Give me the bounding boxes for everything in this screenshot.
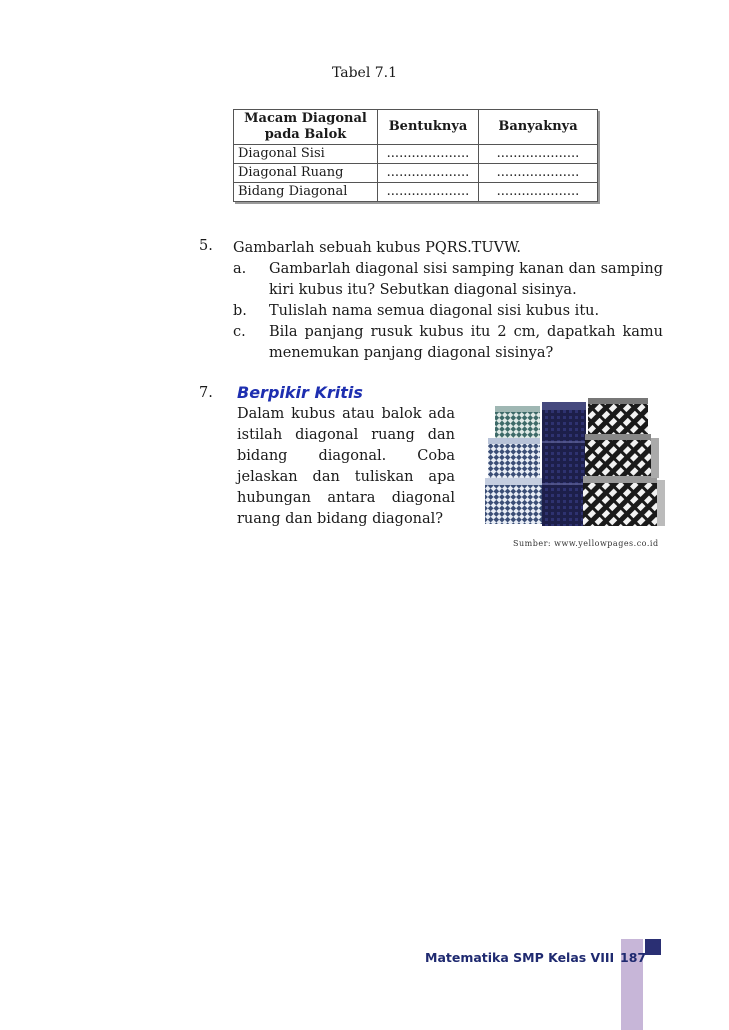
header-bentuknya: Bentuknya bbox=[378, 110, 479, 145]
table-row bbox=[234, 145, 598, 164]
table-caption: Tabel 7.1 bbox=[331, 65, 398, 81]
question-5-number: 5. bbox=[199, 238, 213, 254]
row-label: Diagonal Ruang bbox=[234, 164, 378, 183]
question-5a-text: Gambarlah diagonal sisi samping kanan dan samping kiri kubus itu? Sebutkan diagonal sisinya. bbox=[269, 261, 663, 298]
blank-cell: .................... bbox=[378, 183, 479, 202]
row-label: Bidang Diagonal bbox=[234, 183, 378, 202]
question-5b-text: Tulislah nama semua diagonal sisi kubus itu. bbox=[269, 303, 600, 319]
question-5 bbox=[233, 238, 663, 364]
blank-cell: .................... bbox=[479, 164, 598, 183]
blank-cell: .................... bbox=[378, 164, 479, 183]
list-item: b. Tulislah nama semua diagonal sisi kubus itu. bbox=[233, 301, 663, 322]
table-header-row bbox=[234, 110, 598, 145]
table-row bbox=[234, 183, 598, 202]
list-item: a. Gambarlah diagonal sisi samping kanan dan samping kiri kubus itu? Sebutkan diagonal sisinya. bbox=[233, 259, 663, 301]
list-item: c. Bila panjang rusuk kubus itu 2 cm, dapatkah kamu menemukan panjang diagonal sisinya? bbox=[233, 322, 663, 364]
question-5c-text: Bila panjang rusuk kubus itu 2 cm, dapatkah kamu menemukan panjang diagonal sisinya? bbox=[269, 324, 663, 361]
blank-cell: .................... bbox=[479, 183, 598, 202]
question-7-text: Dalam kubus atau balok ada istilah diagonal ruang dan bidang diagonal. Coba jelaskan dan tuliskan apa hubungan antara diagonal ruang dan bidang diagonal? bbox=[237, 406, 455, 527]
header-macam-diagonal: Macam Diagonal pada Balok bbox=[234, 110, 378, 145]
boxes-photo bbox=[485, 398, 665, 530]
image-source: Sumber: www.yellowpages.co.id bbox=[513, 539, 659, 548]
row-label: Diagonal Sisi bbox=[234, 145, 378, 164]
book-title: Matematika SMP Kelas VIII bbox=[425, 950, 615, 965]
blank-cell: .................... bbox=[378, 145, 479, 164]
section-heading: Berpikir Kritis bbox=[237, 383, 363, 402]
blank-cell: .................... bbox=[479, 145, 598, 164]
question-5-text: Gambarlah sebuah kubus PQRS.TUVW. bbox=[233, 240, 522, 256]
table-row bbox=[234, 164, 598, 183]
question-7-number: 7. bbox=[199, 385, 213, 401]
page-number: 187 bbox=[620, 950, 647, 965]
page-corner-square bbox=[645, 939, 661, 955]
header-banyaknya: Banyaknya bbox=[479, 110, 598, 145]
diagonal-table bbox=[233, 109, 598, 202]
